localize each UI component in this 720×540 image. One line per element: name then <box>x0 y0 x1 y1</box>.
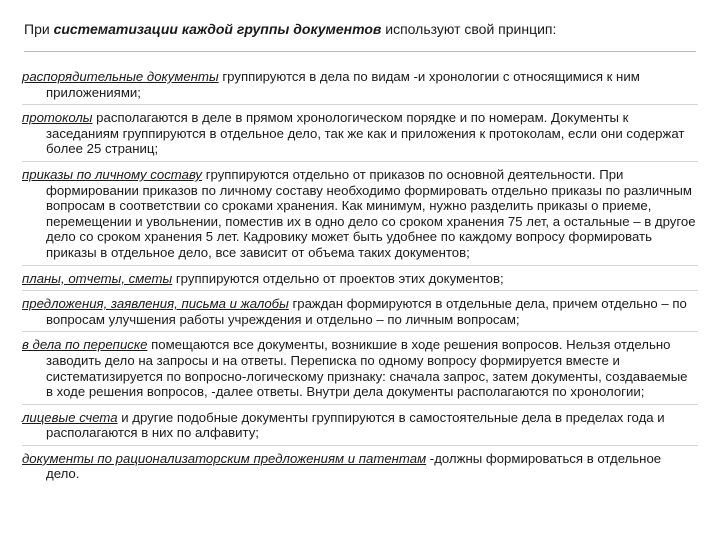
item-term: протоколы <box>22 110 93 126</box>
list-item-personnel-orders <box>22 167 698 266</box>
item-term: лицевые счета <box>22 409 118 425</box>
list-item-plans-reports <box>22 271 698 292</box>
item-text: граждан формируются в отдельные дела, причем отдельно – по вопросам улучшения работы учреждения и отдельно – по личным вопросам; <box>46 296 687 327</box>
item-text: группируются в дела по видам -и хронологии с относящимися к ним приложениями; <box>46 69 640 100</box>
list-item-protocols <box>22 110 698 162</box>
intro-text-after: используют свой принцип: <box>381 21 557 37</box>
item-term: документы по рационализаторским предложениям и патентам <box>22 450 427 466</box>
item-text: и другие подобные документы группируются в самостоятельные дела в пределах года и располагаются в них по алфавиту; <box>46 409 665 441</box>
list-item-correspondence <box>22 337 698 404</box>
item-text: помещаются все документы, возникшие в ходе решения вопросов. Нельзя отдельно заводить дело на запросы и на ответы. Переписка по одному вопросу формируется вместе и систематизируется по вопросно-логическому признаку: сначала запрос, затем документы, создаваемые в ходе решения вопросов, -далее ответы. Внутри дела документы располагаются по хронологии; <box>46 337 688 400</box>
item-term: в дела по переписке <box>22 337 148 353</box>
item-term: приказы по личному составу <box>22 166 203 182</box>
item-text: -должны формироваться в отдельное дело. <box>46 450 662 482</box>
item-text: располагаются в деле в прямом хронологическом порядке и по номерам. Документы к заседаниям группируются в отдельное дело, так же как и приложения к протоколам, если они содержат более 25 страниц; <box>46 110 685 157</box>
list-item-personal-accounts <box>22 410 698 446</box>
intro-text-before: При <box>24 21 54 37</box>
item-text: группируются отдельно от проектов этих документов; <box>172 270 504 286</box>
item-term: распорядительные документы <box>22 69 219 84</box>
item-text: группируются отдельно от приказов по основной деятельности. При формировании приказов по личному составу необходимо формировать отдельно приказы по различным вопросам в соответствии со сроками хранения. Как минимум, нужно разделить приказы о приеме, перемещении и увольнении, поместив их в одно дело со сроком хранения 75 лет, а остальные – в другое дело со сроком хранения 5 лет. Кадровику может быть удобнее по каждому вопросу формировать приказы в отдельное дело, все зависит от объема таких документов; <box>46 166 696 260</box>
list-item-citizen-appeals <box>22 296 698 332</box>
separator-line <box>24 51 696 52</box>
rules-list <box>22 69 698 491</box>
list-item-administrative-documents <box>22 69 698 105</box>
list-item-patents <box>22 451 698 486</box>
intro-emphasis: систематизации каждой группы документов <box>53 21 382 37</box>
item-term: предложения, заявления, письма и жалобы <box>22 296 289 312</box>
item-term: планы, отчеты, сметы <box>22 270 173 286</box>
intro-paragraph <box>24 21 704 38</box>
